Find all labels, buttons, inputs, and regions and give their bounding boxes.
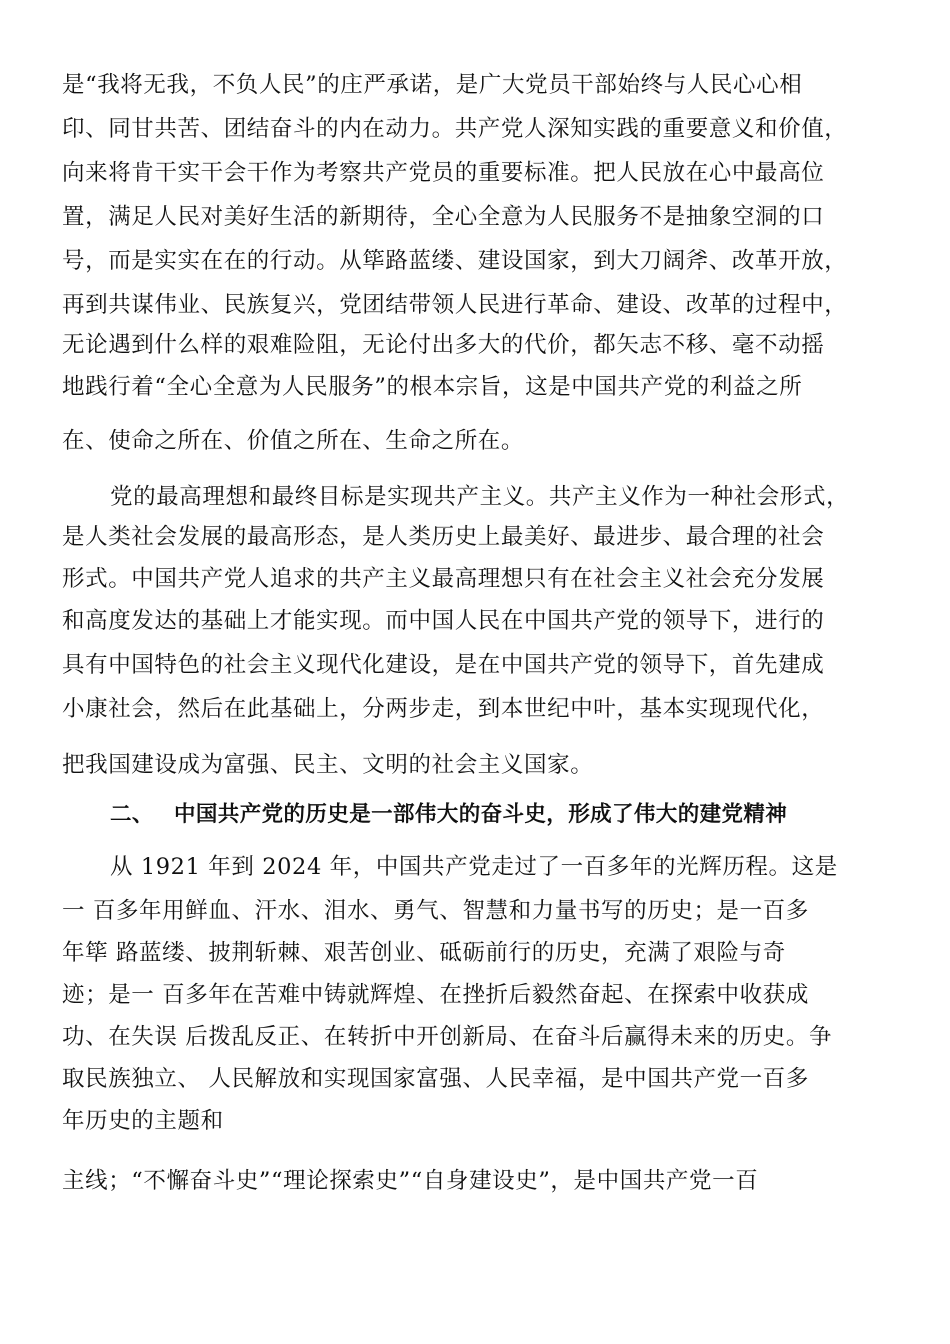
paragraph-1-line-6: 再到共谋伟业、民族复兴，党团结带领人民进行革命、建设、改革的过程中， <box>62 292 848 318</box>
paragraph-2-line-2: 是人类社会发展的最高形态，是人类历史上最美好、最进步、最合理的社会 <box>62 524 825 550</box>
paragraph-3-line-7: 年历史的主题和 <box>62 1108 224 1134</box>
paragraph-1-line-4: 置，满足人民对美好生活的新期待，全心全意为人民服务不是抽象空洞的口 <box>62 204 825 230</box>
paragraph-1-line-3: 向来将肯干实干会干作为考察共产党员的重要标准。把人民放在心中最高位 <box>62 160 825 186</box>
paragraph-1-line-5: 号，而是实实在在的行动。从筚路蓝缕、建设国家，到大刀阔斧、改革开放， <box>62 248 848 274</box>
section-heading-number: 二、 <box>110 802 154 827</box>
paragraph-3-line-3: 年筚 路蓝缕、披荆斩棘、艰苦创业、砥砺前行的历史，充满了艰险与奇 <box>62 940 786 966</box>
paragraph-3-line-5: 功、在失误 后拨乱反正、在转折中开创新局、在奋斗后赢得未来的历史。争 <box>62 1024 833 1050</box>
paragraph-2-line-4: 和高度发达的基础上才能实现。而中国人民在中国共产党的领导下，进行的 <box>62 608 825 634</box>
section-heading <box>110 800 787 830</box>
paragraph-1-line-7: 无论遇到什么样的艰难险阻，无论付出多大的代价，都矢志不移、毫不动摇 <box>62 332 825 358</box>
section-heading-title: 中国共产党的历史是一部伟大的奋斗史，形成了伟大的建党精神 <box>174 802 788 827</box>
paragraph-3-line-1: 从 1921 年到 2024 年，中国共产党走过了一百多年的光辉历程。这是 <box>110 854 838 880</box>
paragraph-2-line-7: 把我国建设成为富强、民主、文明的社会主义国家。 <box>62 752 594 778</box>
paragraph-2-line-3: 形式。中国共产党人追求的共产主义最高理想只有在社会主义社会充分发展 <box>62 566 825 592</box>
paragraph-1-line-1: 是“我将无我，不负人民”的庄严承诺，是广大党员干部始终与人民心心相 <box>62 72 803 98</box>
paragraph-1-line-2: 印、同甘共苦、团结奋斗的内在动力。共产党人深知实践的重要意义和价值， <box>62 116 848 142</box>
paragraph-1-line-8: 地践行着“全心全意为人民服务”的根本宗旨，这是中国共产党的利益之所 <box>62 374 803 400</box>
paragraph-2-line-6: 小康社会，然后在此基础上，分两步走，到本世纪中叶，基本实现现代化， <box>62 696 825 722</box>
paragraph-2-line-5: 具有中国特色的社会主义现代化建设，是在中国共产党的领导下，首先建成 <box>62 652 825 678</box>
paragraph-3-line-2: 一 百多年用鲜血、汗水、泪水、勇气、智慧和力量书写的历史；是一百多 <box>62 898 809 924</box>
paragraph-2-line-1: 党的最高理想和最终目标是实现共产主义。共产主义作为一种社会形式， <box>110 484 850 510</box>
paragraph-3-line-8: 主线；“不懈奋斗史”“理论探索史”“自身建设史”，是中国共产党一百 <box>62 1168 759 1194</box>
paragraph-1-line-9: 在、使命之所在、价值之所在、生命之所在。 <box>62 428 525 454</box>
paragraph-3-line-4: 迹；是一 百多年在苦难中铸就辉煌、在挫折后毅然奋起、在探索中收获成 <box>62 982 809 1008</box>
paragraph-3-line-6: 取民族独立、 人民解放和实现国家富强、人民幸福，是中国共产党一百多 <box>62 1066 809 1092</box>
